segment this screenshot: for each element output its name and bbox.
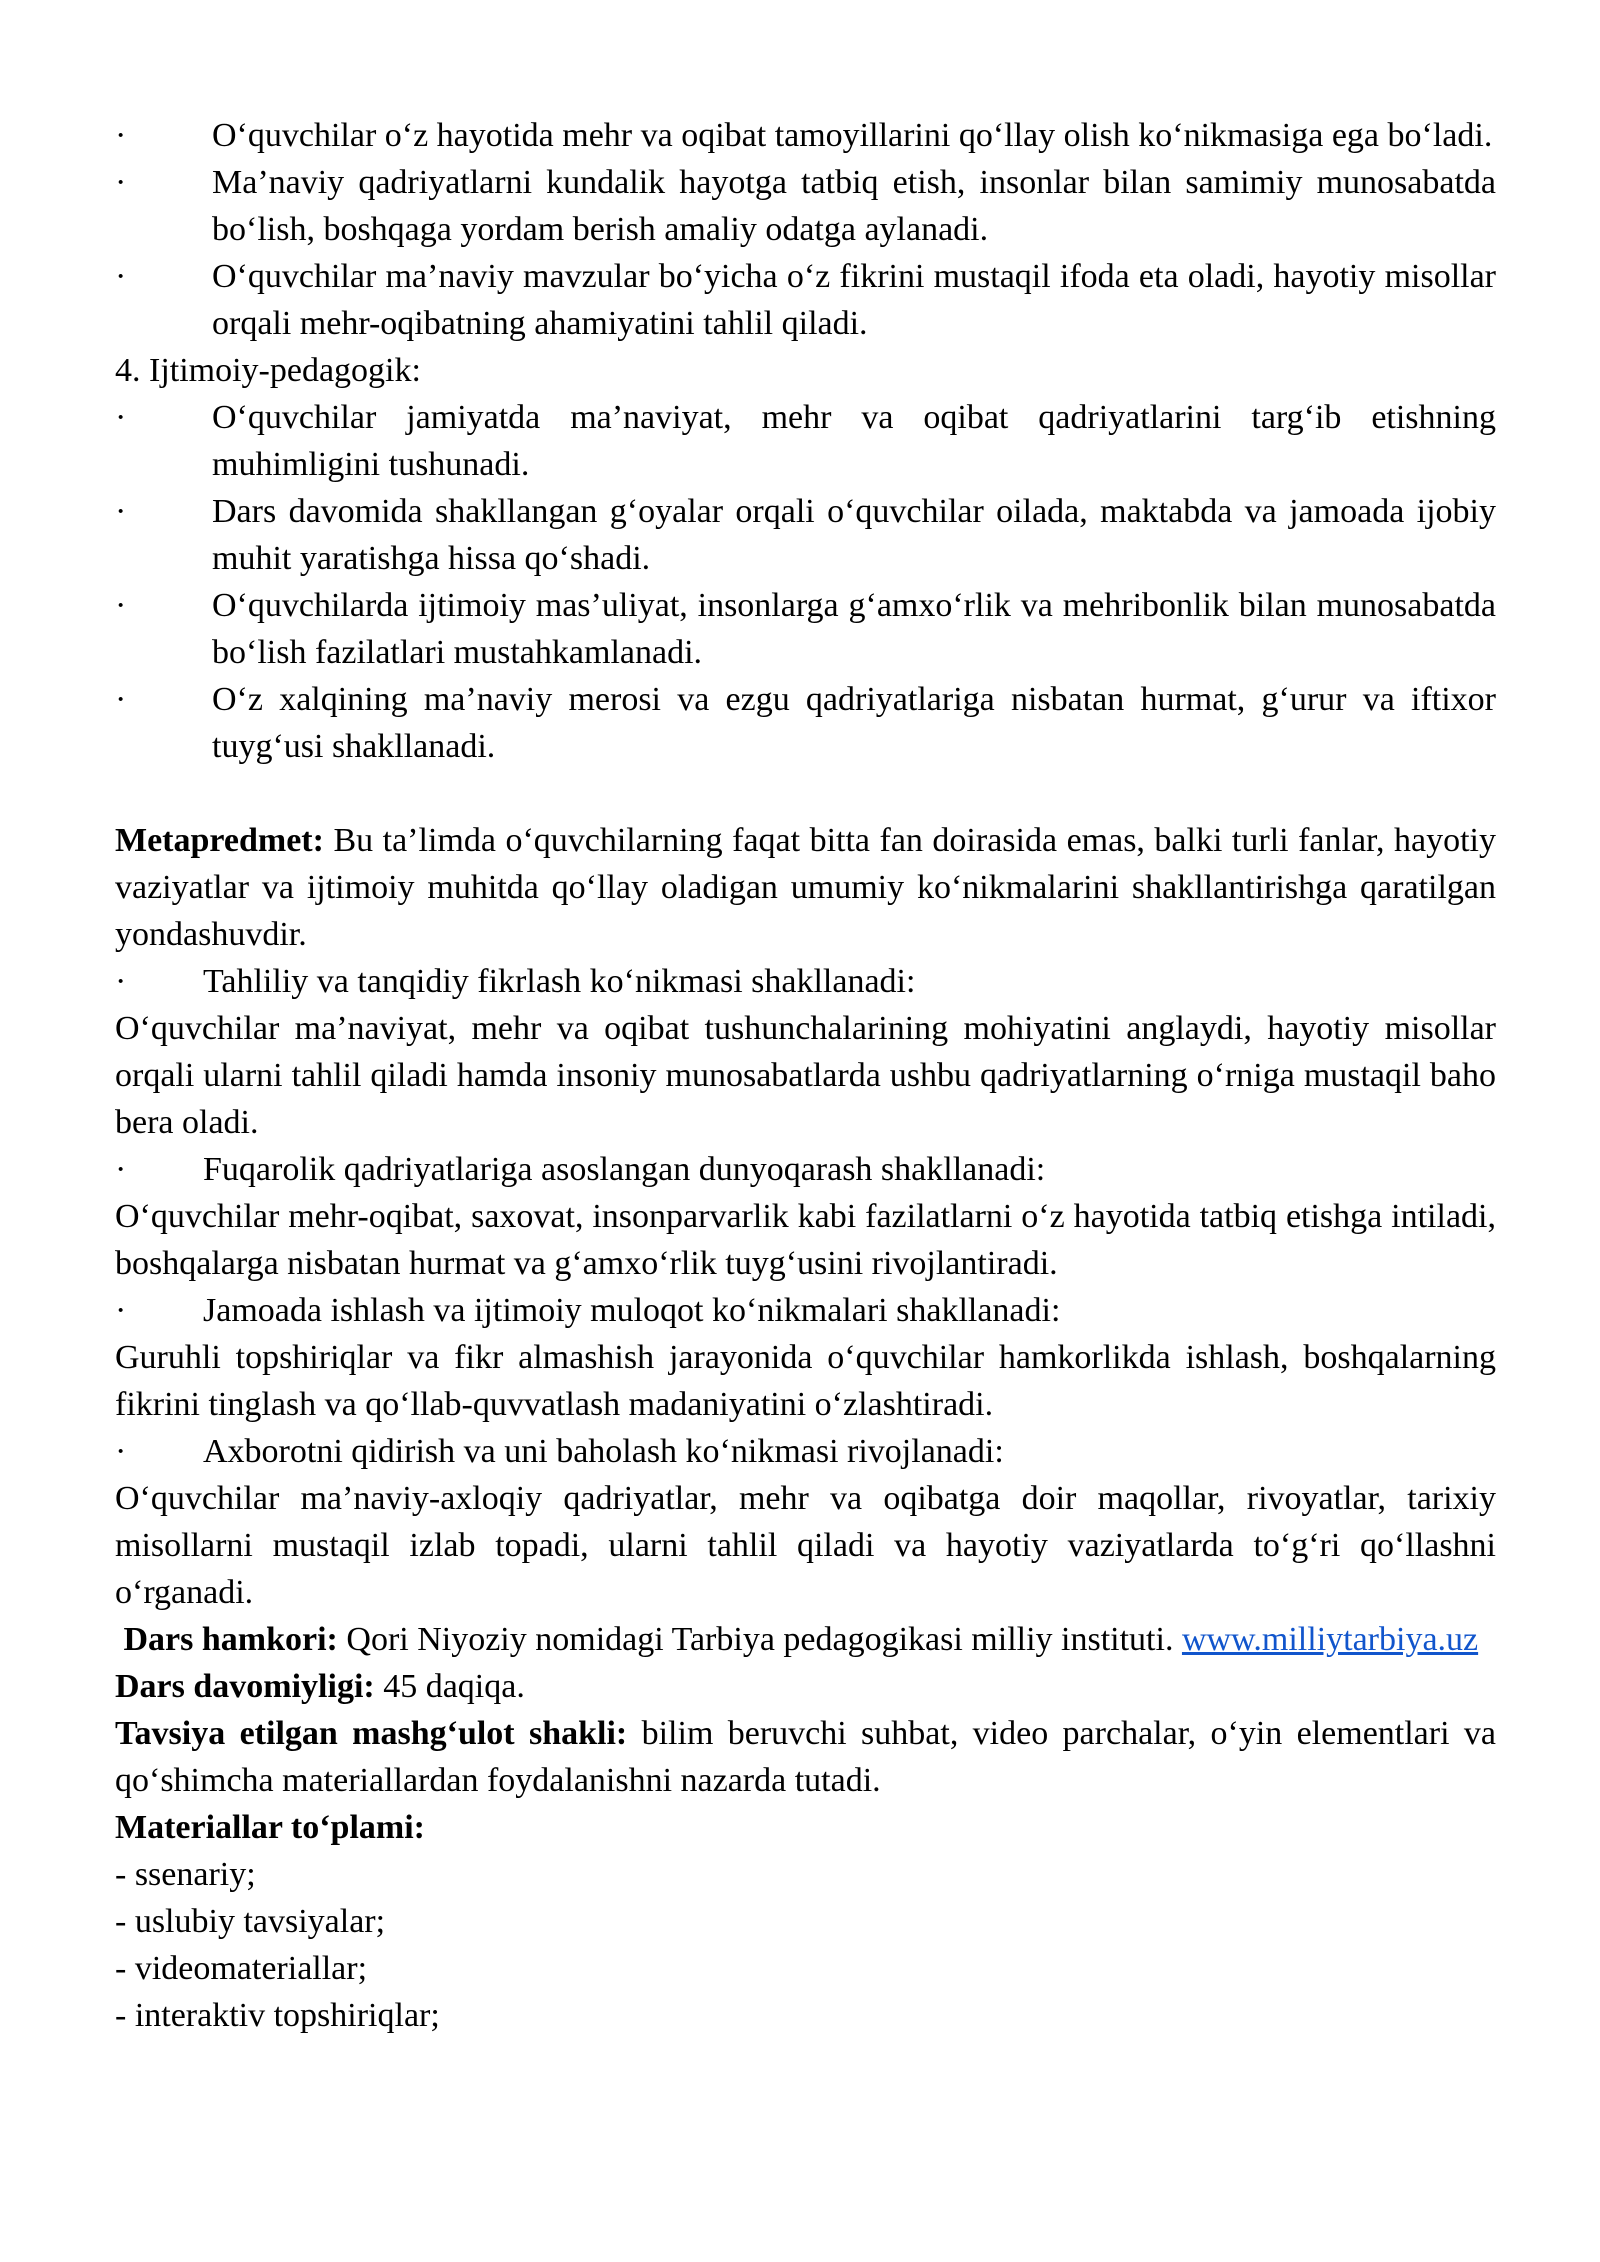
bullet-item bbox=[115, 253, 1496, 347]
bullet-text: O‘z xalqining ma’naviy merosi va ezgu qadriyatlariga nisbatan hurmat, g‘urur va iftixor tuyg‘usi shakllanadi. bbox=[212, 681, 1496, 765]
partner-website-link[interactable]: www.milliytarbiya.uz bbox=[1181, 1621, 1479, 1658]
meta-item-text: O‘quvchilar mehr-oqibat, saxovat, insonparvarlik kabi fazilatlarni o‘z hayotida tatbiq etishga intiladi, boshqalarga nisbatan hurmat va g‘amxo‘rlik tuyg‘usini rivojlantiradi. bbox=[115, 1198, 1496, 1282]
format-label: Tavsiya etilgan mashg‘ulot shakli: bbox=[115, 1715, 628, 1752]
meta-item-text: O‘quvchilar ma’naviyat, mehr va oqibat tushunchalarining mohiyatini anglaydi, hayotiy misollar orqali ularni tahlil qiladi hamda insoniy munosabatlarda ushbu qadriyatlarning o‘rniga mustaqil baho bera oladi. bbox=[115, 1010, 1496, 1141]
bullet-dot: · bbox=[115, 1151, 127, 1188]
bullet-dot: · bbox=[115, 963, 127, 1000]
bullet-text: O‘quvchilarda ijtimoiy mas’uliyat, insonlarga g‘amxo‘rlik va mehribonlik bilan munosabatda bo‘lish fazilatlari mustahkamlanadi. bbox=[212, 587, 1496, 671]
document-page bbox=[115, 112, 1496, 2039]
bullet-text: O‘quvchilar o‘z hayotida mehr va oqibat tamoyillarini qo‘llay olish ko‘nikmasiga ega bo‘ladi. bbox=[212, 117, 1493, 154]
bullet-dot: · bbox=[115, 1433, 127, 1470]
blank-line bbox=[115, 770, 1496, 817]
meta-bullet-heading bbox=[115, 1428, 1496, 1475]
bullet-text: Ma’naviy qadriyatlarni kundalik hayotga tatbiq etish, insonlar bilan samimiy munosabatda bo‘lish, boshqaga yordam berish amaliy odatga aylanadi. bbox=[212, 164, 1496, 248]
bullet-dot: · bbox=[115, 1292, 127, 1329]
bullet-item bbox=[115, 582, 1496, 676]
format-text: bilim beruvchi suhbat, video parchalar, o‘yin elementlari va qo‘shimcha materiallardan foydalanishni nazarda tutadi. bbox=[115, 1715, 1496, 1799]
duration-label: Dars davomiyligi: bbox=[115, 1668, 375, 1705]
materials-heading bbox=[115, 1804, 1496, 1851]
bullet-heading-text: Tahliliy va tanqidiy fikrlash ko‘nikmasi shakllanadi: bbox=[203, 963, 916, 1000]
bullet-heading-text: Axborotni qidirish va uni baholash ko‘nikmasi rivojlanadi: bbox=[203, 1433, 1004, 1470]
bullet-heading-text: Fuqarolik qadriyatlariga asoslangan dunyoqarash shakllanadi: bbox=[203, 1151, 1046, 1188]
meta-bullet-heading bbox=[115, 1146, 1496, 1193]
materials-list-item: - ssenariy; bbox=[115, 1856, 256, 1893]
meta-item-text: O‘quvchilar ma’naviy-axloqiy qadriyatlar, mehr va oqibatga doir maqollar, rivoyatlar, tarixiy misollarni mustaqil izlab topadi, ularni tahlil qiladi va hayotiy vaziyatlarda to‘g‘ri qo‘llashni o‘rganadi. bbox=[115, 1480, 1496, 1611]
bullet-dot: · bbox=[115, 681, 127, 718]
bullet-item bbox=[115, 112, 1496, 159]
bullet-heading-text: Jamoada ishlash va ijtimoiy muloqot ko‘nikmalari shakllanadi: bbox=[203, 1292, 1061, 1329]
materials-label: Materiallar to‘plami: bbox=[115, 1809, 426, 1846]
meta-item-text: Guruhli topshiriqlar va fikr almashish jarayonida o‘quvchilar hamkorlikda ishlash, boshqalarning fikrini tinglash va qo‘llab-quvvatlash madaniyatini o‘zlashtiradi. bbox=[115, 1339, 1496, 1423]
bullet-text: Dars davomida shakllangan g‘oyalar orqali o‘quvchilar oilada, maktabda va jamoada ijobiy muhit yaratishga hissa qo‘shadi. bbox=[212, 493, 1496, 577]
partner-paragraph bbox=[115, 1616, 1496, 1663]
partner-text: Qori Niyoziy nomidagi Tarbiya pedagogikasi milliy instituti. bbox=[337, 1621, 1182, 1658]
bullet-dot: · bbox=[115, 399, 127, 436]
bullet-dot: · bbox=[115, 258, 127, 295]
bullet-dot: · bbox=[115, 493, 127, 530]
bullet-text: O‘quvchilar jamiyatda ma’naviyat, mehr va oqibat qadriyatlarini targ‘ib etishning muhimligini tushunadi. bbox=[212, 399, 1496, 483]
materials-list-item: - videomateriallar; bbox=[115, 1950, 368, 1987]
duration-text: 45 daqiqa. bbox=[374, 1668, 525, 1705]
materials-list-item: - interaktiv topshiriqlar; bbox=[115, 1997, 440, 2034]
duration-paragraph bbox=[115, 1663, 1496, 1710]
meta-bullet-heading bbox=[115, 958, 1496, 1005]
metapredmet-paragraph bbox=[115, 817, 1496, 958]
bullet-dot: · bbox=[115, 117, 127, 154]
bullet-item bbox=[115, 488, 1496, 582]
meta-bullet-heading bbox=[115, 1287, 1496, 1334]
materials-list-item: - uslubiy tavsiyalar; bbox=[115, 1903, 386, 1940]
bullet-text: O‘quvchilar ma’naviy mavzular bo‘yicha o‘z fikrini mustaqil ifoda eta oladi, hayotiy misollar orqali mehr-oqibatning ahamiyatini tahlil qiladi. bbox=[212, 258, 1496, 342]
section-heading-social: 4. Ijtimoiy-pedagogik: bbox=[115, 352, 421, 389]
bullet-item bbox=[115, 676, 1496, 770]
format-paragraph bbox=[115, 1710, 1496, 1804]
bullet-dot: · bbox=[115, 587, 127, 624]
bullet-item bbox=[115, 159, 1496, 253]
metapredmet-text: Bu ta’limda o‘quvchilarning faqat bitta fan doirasida emas, balki turli fanlar, hayotiy vaziyatlar va ijtimoiy muhitda qo‘llay oladigan umumiy ko‘nikmalarini shakllantirishga qaratilgan yondashuvdir. bbox=[115, 822, 1496, 953]
partner-label: Dars hamkori: bbox=[123, 1621, 338, 1658]
metapredmet-label: Metapredmet: bbox=[115, 822, 324, 859]
bullet-dot: · bbox=[115, 164, 127, 201]
bullet-item bbox=[115, 394, 1496, 488]
